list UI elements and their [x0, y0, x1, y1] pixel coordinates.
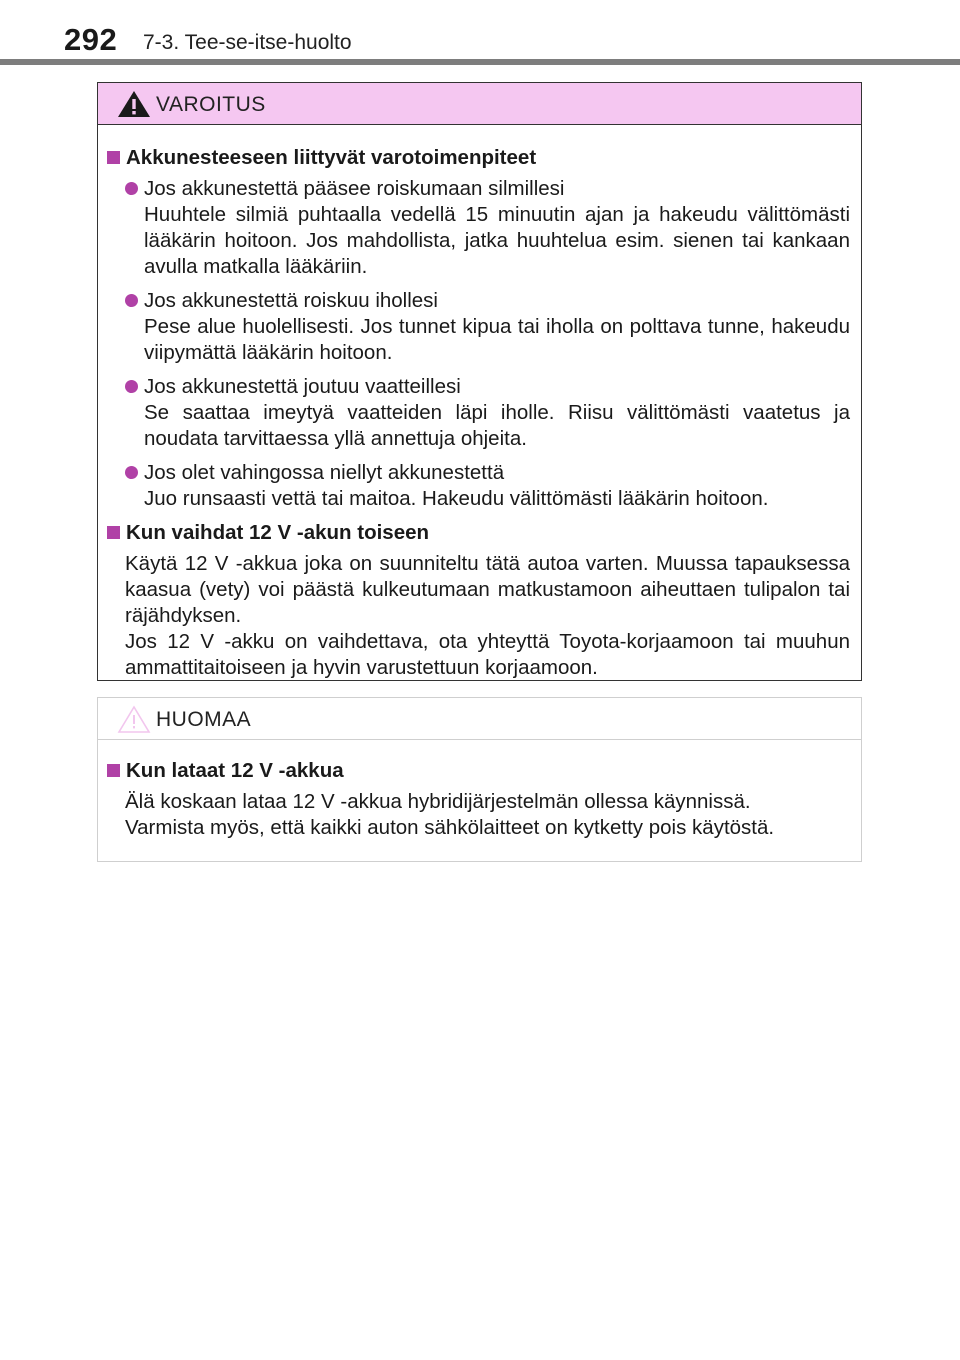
notice-content [98, 740, 861, 841]
round-bullet-icon [125, 294, 138, 307]
item-title: Jos olet vahingossa niellyt akkunestettä [144, 461, 505, 484]
warning-box [97, 82, 862, 681]
paragraph: Käytä 12 V -akkua joka on suunniteltu tätä autoa varten. Muussa tapauksessa kaasua (vety) voi päästä kulkeutumaan matkustamoon aiheuttaen tulipalon tai räjähdyksen. [125, 552, 850, 627]
item-body: Huuhtele silmiä puhtaalla vedellä 15 minuutin ajan ja hakeudu välittömästi lääkärin hoitoon. Jos mahdollista, jatka huuhtelua esim. sienen tai kankaan avulla matkalla lääkäriin. [144, 203, 850, 278]
warning-label: VAROITUS [156, 93, 266, 116]
paragraph: Älä koskaan lataa 12 V -akkua hybridijärjestelmän ollessa käynnissä. [125, 790, 751, 813]
square-bullet-icon [107, 764, 120, 777]
square-bullet-icon [107, 526, 120, 539]
round-bullet-icon [125, 182, 138, 195]
section-heading: Kun lataat 12 V -akkua [106, 758, 850, 784]
header-rule [0, 59, 960, 65]
warning-triangle-icon [117, 90, 151, 118]
square-bullet-icon [107, 151, 120, 164]
paragraph: Jos 12 V -akku on vaihdettava, ota yhteyttä Toyota-korjaamoon tai muuhun ammattitaitoiseen ja hyvin varustettuun korjaamoon. [125, 630, 850, 679]
caution-triangle-outline-icon [117, 705, 151, 733]
section-heading: Kun vaihdat 12 V -akun toiseen [106, 520, 850, 546]
list-item [124, 176, 850, 280]
warning-content [98, 125, 861, 681]
notice-box [97, 697, 862, 862]
paragraph: Varmista myös, että kaikki auton sähkölaitteet on kytketty pois käytöstä. [125, 816, 775, 839]
item-body: Juo runsaasti vettä tai maitoa. Hakeudu välittömästi lääkärin hoitoon. [144, 487, 769, 510]
round-bullet-icon [125, 466, 138, 479]
item-title: Jos akkunestettä pääsee roiskumaan silmillesi [144, 177, 565, 200]
list-item [124, 288, 850, 366]
notice-box-header [98, 698, 861, 740]
notice-label: HUOMAA [156, 708, 252, 731]
item-body: Se saattaa imeytyä vaatteiden läpi iholle. Riisu välittömästi vaatetus ja noudata tarvittaessa yllä annettuja ohjeita. [144, 401, 850, 450]
item-title: Jos akkunestettä roiskuu ihollesi [144, 289, 438, 312]
round-bullet-icon [125, 380, 138, 393]
page-header [0, 0, 960, 66]
list-item [124, 460, 850, 512]
list-item [124, 374, 850, 452]
section-heading: Akkunesteeseen liittyvät varotoimenpiteet [106, 145, 850, 171]
item-title: Jos akkunestettä joutuu vaatteillesi [144, 375, 461, 398]
warning-box-header [98, 83, 861, 125]
section-title: 7-3. Tee-se-itse-huolto [143, 31, 352, 54]
item-body: Pese alue huolellisesti. Jos tunnet kipua tai iholla on polttava tunne, hakeudu viipymättä lääkärin hoitoon. [144, 315, 850, 364]
page-number: 292 [64, 22, 118, 57]
